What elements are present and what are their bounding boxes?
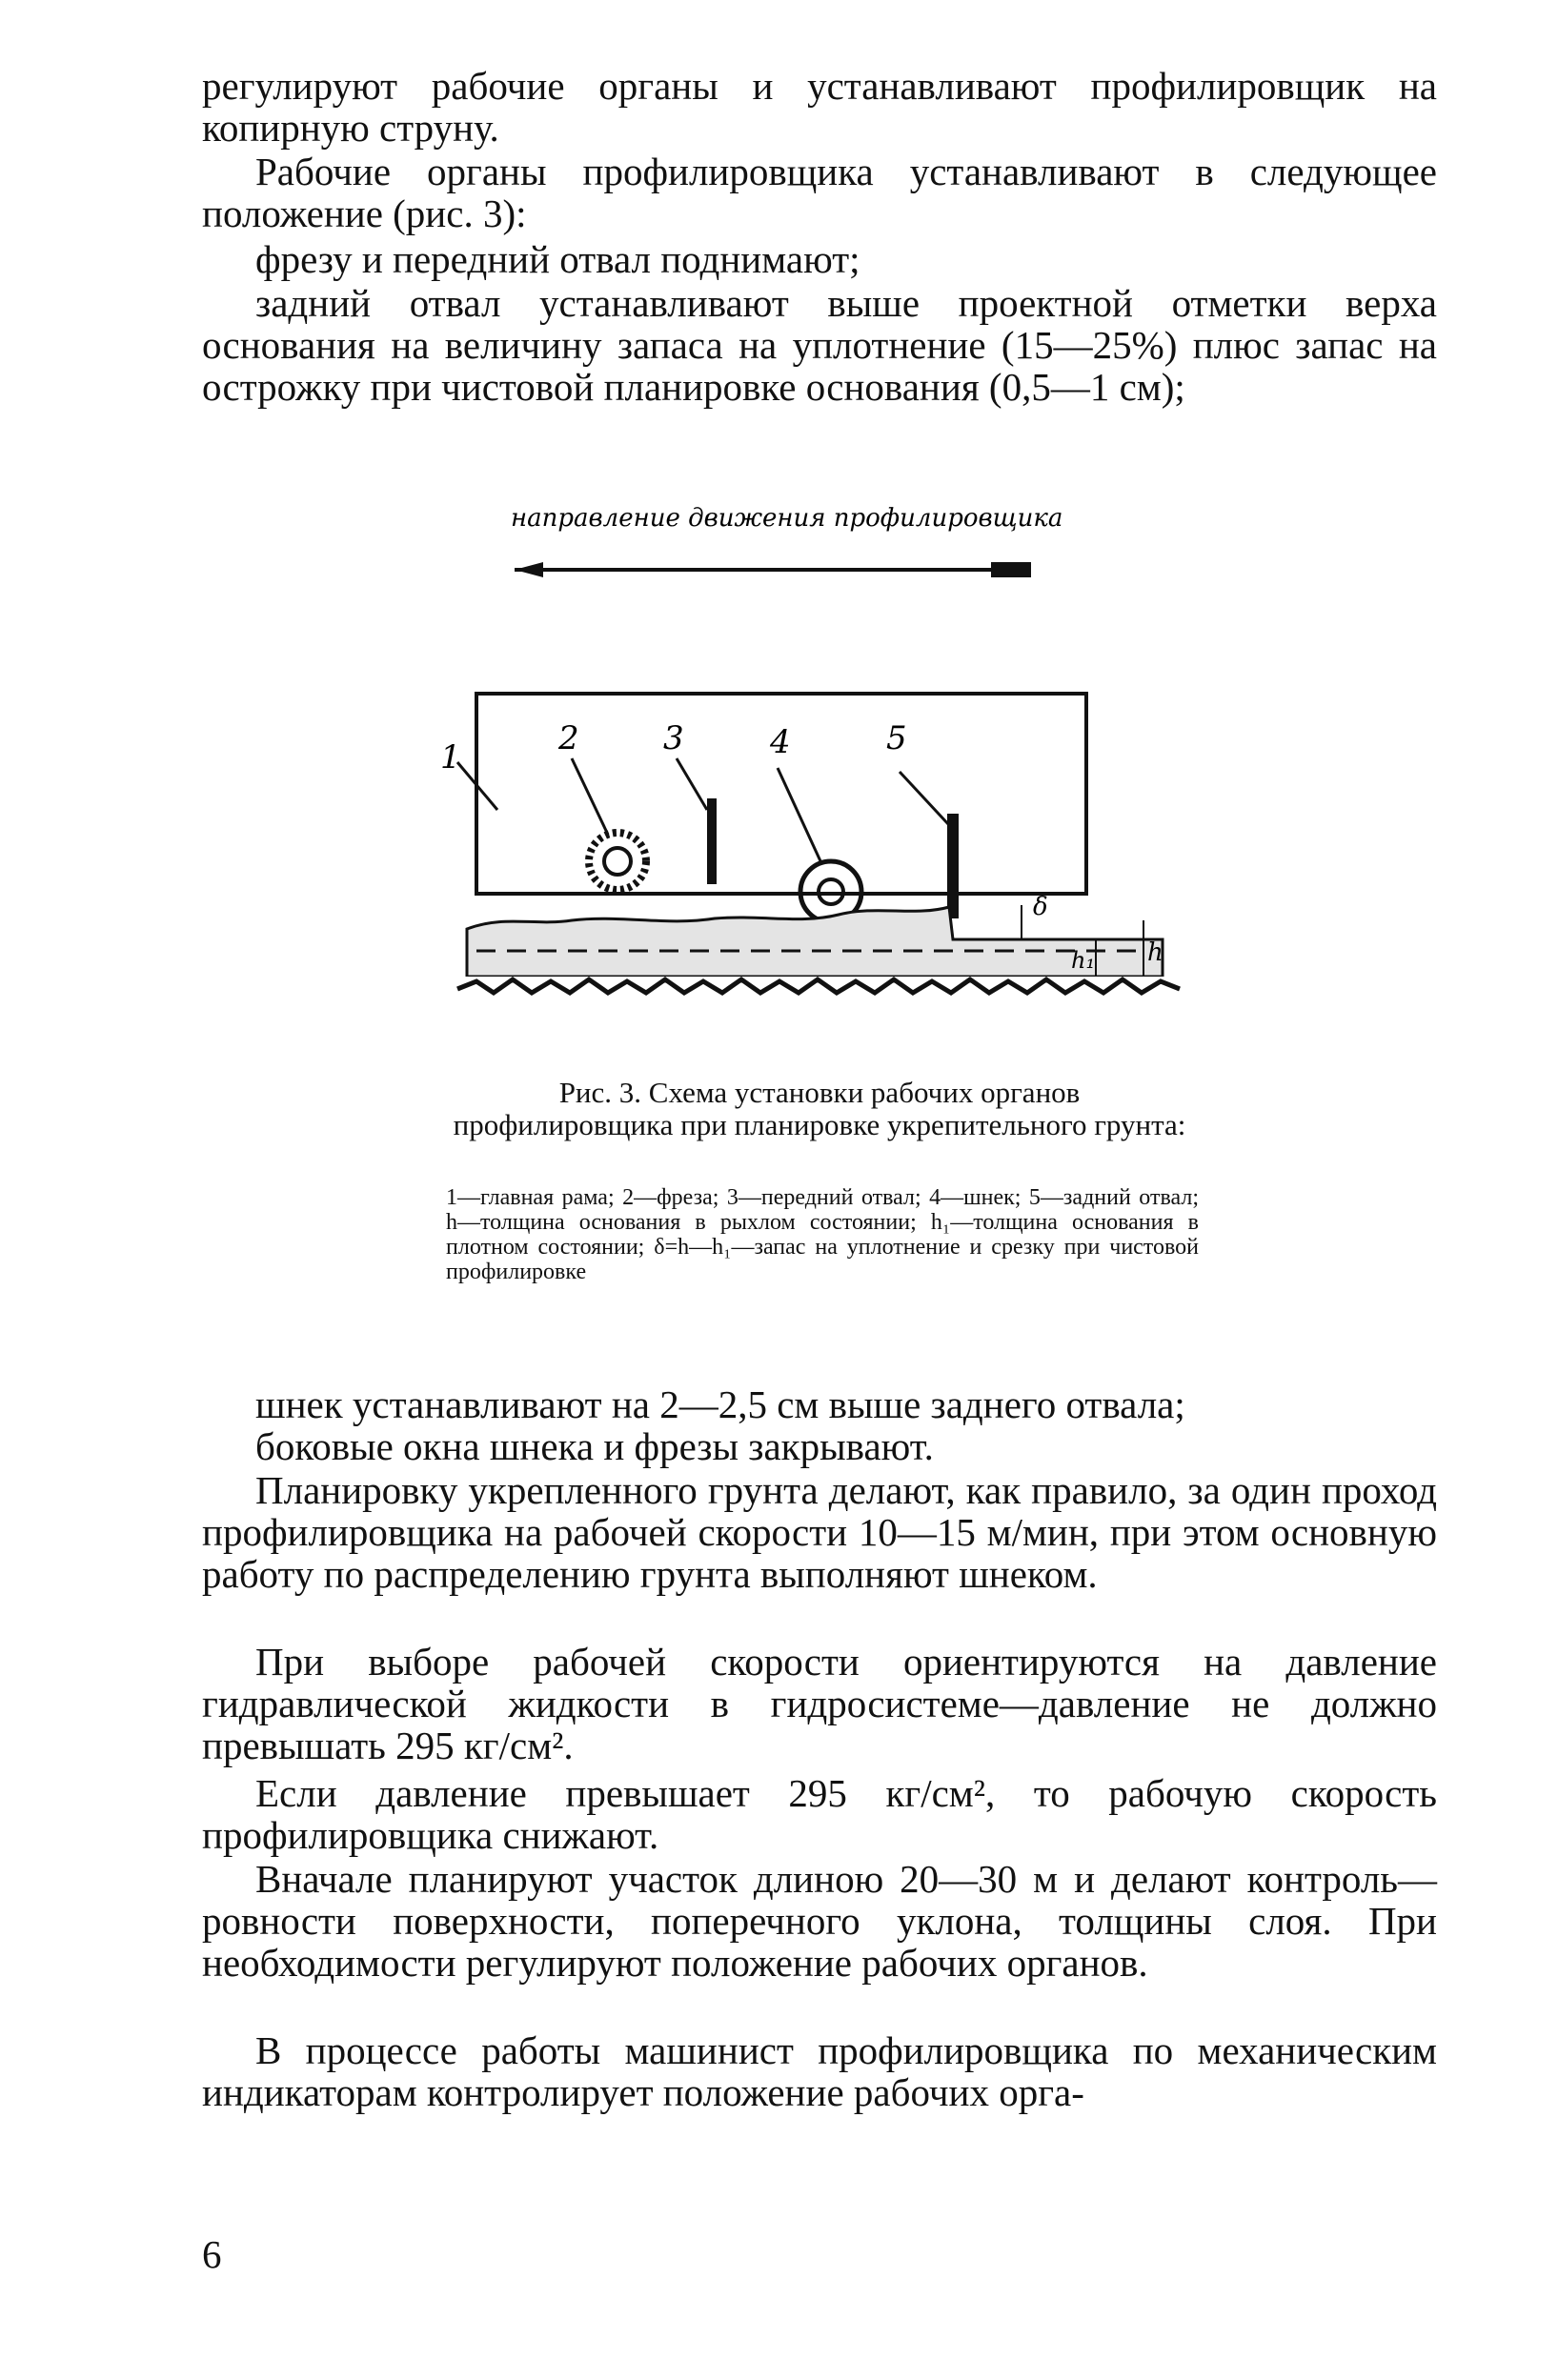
- paragraph-7: [202, 1469, 1437, 1595]
- paragraph-11: [202, 2029, 1437, 2113]
- figure-3-diagram: [438, 495, 1201, 1010]
- direction-arrow: [515, 562, 1031, 577]
- direction-label: направление движения профилировщика: [511, 504, 1063, 533]
- paragraph-9: [202, 1772, 1437, 1856]
- paragraph-11-text: В процессе работы машинист профилировщика по механическим индикаторам контролирует положение рабочих орга-: [202, 2028, 1437, 2114]
- paragraph-2: [202, 151, 1437, 234]
- paragraph-6: [202, 1425, 1437, 1467]
- mill-cutter: [589, 833, 646, 890]
- paragraph-4: [202, 282, 1437, 408]
- paragraph-2-text: Рабочие органы профилировщика устанавливают в следующее положение (рис. 3):: [202, 150, 1437, 235]
- paragraph-10: [202, 1858, 1437, 1984]
- loose-soil: [467, 907, 1163, 977]
- label-3: 3: [663, 719, 684, 757]
- paragraph-6-text: боковые окна шнека и фрезы закрывают.: [255, 1424, 934, 1468]
- figure-legend: 1—главная рама; 2—фреза; 3—передний отвал; 4—шнек; 5—задний отвал; h—толщина основания в рыхлом состоянии; h₁—толщина основания в плотном состоянии; δ=h—h₁—запас на уплотнение и срезку при чистовой профилировке: [446, 1185, 1199, 1284]
- paragraph-5-text: шнек устанавливают на 2—2,5 см выше заднего отвала;: [255, 1382, 1185, 1426]
- label-h: h: [1147, 938, 1163, 967]
- paragraph-9-text: Если давление превышает 295 кг/см², то рабочую скорость профилировщика снижают.: [202, 1771, 1437, 1857]
- label-delta: δ: [1033, 893, 1048, 921]
- paragraph-1: регулируют рабочие органы и устанавливают профилировщик на копирную струну.: [202, 64, 1437, 150]
- page-number: 6: [202, 2232, 222, 2276]
- paragraph-5: [202, 1383, 1437, 1425]
- label-4: 4: [770, 723, 791, 761]
- paragraph-7-text: Планировку укрепленного грунта делают, как правило, за один проход профилировщика на рабочей скорости 10—15 м/мин, при этом основную работу по распределению грунта выполняют шнеком.: [202, 1468, 1437, 1596]
- front-blade: [707, 798, 717, 884]
- paragraph-3-text: фрезу и передний отвал поднимают;: [255, 237, 860, 281]
- label-h1: h₁: [1071, 947, 1096, 974]
- figure-caption: Рис. 3. Схема установки рабочих органов профилировщика при планировке укрепительного грунта:: [453, 1076, 1186, 1141]
- paragraph-3: [202, 238, 1437, 280]
- label-2: 2: [558, 719, 579, 757]
- label-5: 5: [886, 719, 907, 757]
- paragraph-10-text: Вначале планируют участок длиною 20—30 м и делают контроль—ровности поверхности, поперечного уклона, толщины слоя. При необходимости регулируют положение рабочих органов.: [202, 1857, 1437, 1985]
- rear-blade: [947, 814, 959, 918]
- paragraph-8: [202, 1641, 1437, 1766]
- paragraph-4-text: задний отвал устанавливают выше проектной отметки верха основания на величину запаса на уплотнение (15—25%) плюс запас на острожку при чистовой планировке основания (0,5—1 см);: [202, 281, 1437, 409]
- paragraph-8-text: При выборе рабочей скорости ориентируются на давление гидравлической жидкости в гидросистеме—давление не должно превышать 295 кг/см².: [202, 1640, 1437, 1767]
- label-1: 1: [440, 738, 461, 777]
- subgrade: [457, 977, 1182, 998]
